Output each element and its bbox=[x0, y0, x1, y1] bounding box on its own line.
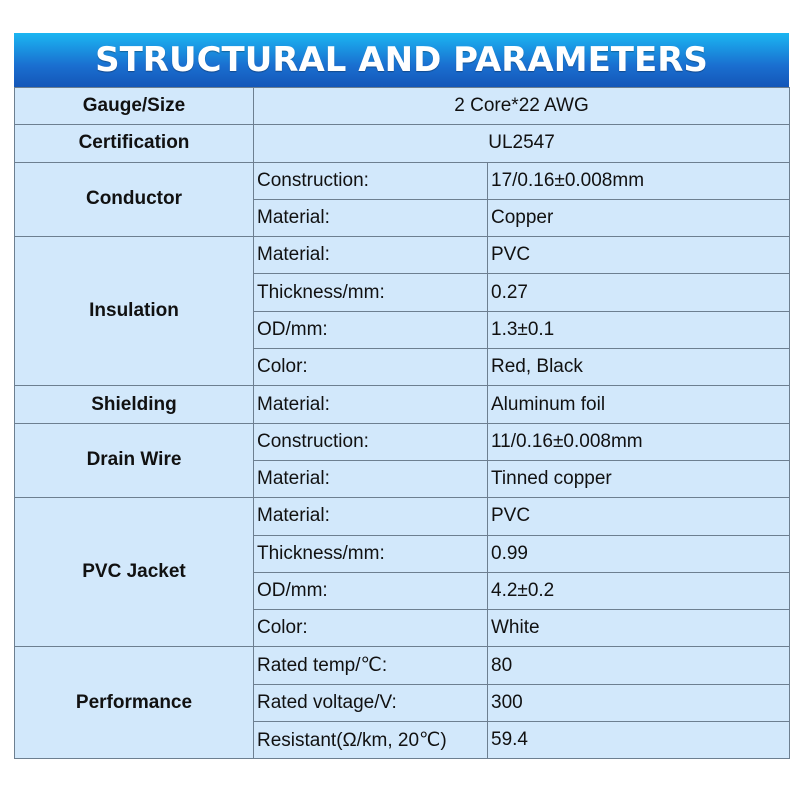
param-value: White bbox=[488, 610, 790, 647]
param-value: Tinned copper bbox=[488, 460, 790, 497]
group-label: Insulation bbox=[15, 237, 254, 386]
param-value: 0.99 bbox=[488, 535, 790, 572]
table-row bbox=[15, 423, 790, 460]
row-label: Gauge/Size bbox=[15, 88, 254, 125]
param-value: 17/0.16±0.008mm bbox=[488, 162, 790, 199]
param-value: Copper bbox=[488, 199, 790, 236]
param-name: Color: bbox=[254, 349, 488, 386]
param-value: Aluminum foil bbox=[488, 386, 790, 423]
param-value: Red, Black bbox=[488, 349, 790, 386]
row-value: 2 Core*22 AWG bbox=[254, 88, 790, 125]
group-label: Drain Wire bbox=[15, 423, 254, 498]
param-value: PVC bbox=[488, 498, 790, 535]
param-value: 1.3±0.1 bbox=[488, 311, 790, 348]
param-name: Material: bbox=[254, 386, 488, 423]
row-label: Certification bbox=[15, 125, 254, 162]
param-name: Resistant(Ω/km, 20℃) bbox=[254, 722, 488, 759]
table-row bbox=[15, 386, 790, 423]
param-name: Construction: bbox=[254, 162, 488, 199]
param-name: Rated temp/℃: bbox=[254, 647, 488, 684]
param-value: 11/0.16±0.008mm bbox=[488, 423, 790, 460]
param-value: 80 bbox=[488, 647, 790, 684]
param-name: Material: bbox=[254, 460, 488, 497]
group-label: Performance bbox=[15, 647, 254, 759]
table-row bbox=[15, 498, 790, 535]
group-label: Conductor bbox=[15, 162, 254, 237]
row-value: UL2547 bbox=[254, 125, 790, 162]
table-row bbox=[15, 237, 790, 274]
page-title: STRUCTURAL AND PARAMETERS bbox=[14, 33, 789, 87]
param-name: Material: bbox=[254, 498, 488, 535]
param-name: Material: bbox=[254, 199, 488, 236]
param-name: OD/mm: bbox=[254, 311, 488, 348]
param-value: 59.4 bbox=[488, 722, 790, 759]
param-value: 300 bbox=[488, 684, 790, 721]
param-name: Thickness/mm: bbox=[254, 535, 488, 572]
param-name: Construction: bbox=[254, 423, 488, 460]
param-name: Color: bbox=[254, 610, 488, 647]
group-label: PVC Jacket bbox=[15, 498, 254, 647]
param-name: Material: bbox=[254, 237, 488, 274]
table-row bbox=[15, 162, 790, 199]
group-label: Shielding bbox=[15, 386, 254, 423]
param-value: PVC bbox=[488, 237, 790, 274]
spec-sheet bbox=[14, 33, 789, 759]
param-value: 4.2±0.2 bbox=[488, 572, 790, 609]
table-row bbox=[15, 88, 790, 125]
param-name: Rated voltage/V: bbox=[254, 684, 488, 721]
table-row bbox=[15, 125, 790, 162]
param-name: Thickness/mm: bbox=[254, 274, 488, 311]
table-row bbox=[15, 647, 790, 684]
param-name: OD/mm: bbox=[254, 572, 488, 609]
spec-table bbox=[14, 87, 790, 759]
param-value: 0.27 bbox=[488, 274, 790, 311]
